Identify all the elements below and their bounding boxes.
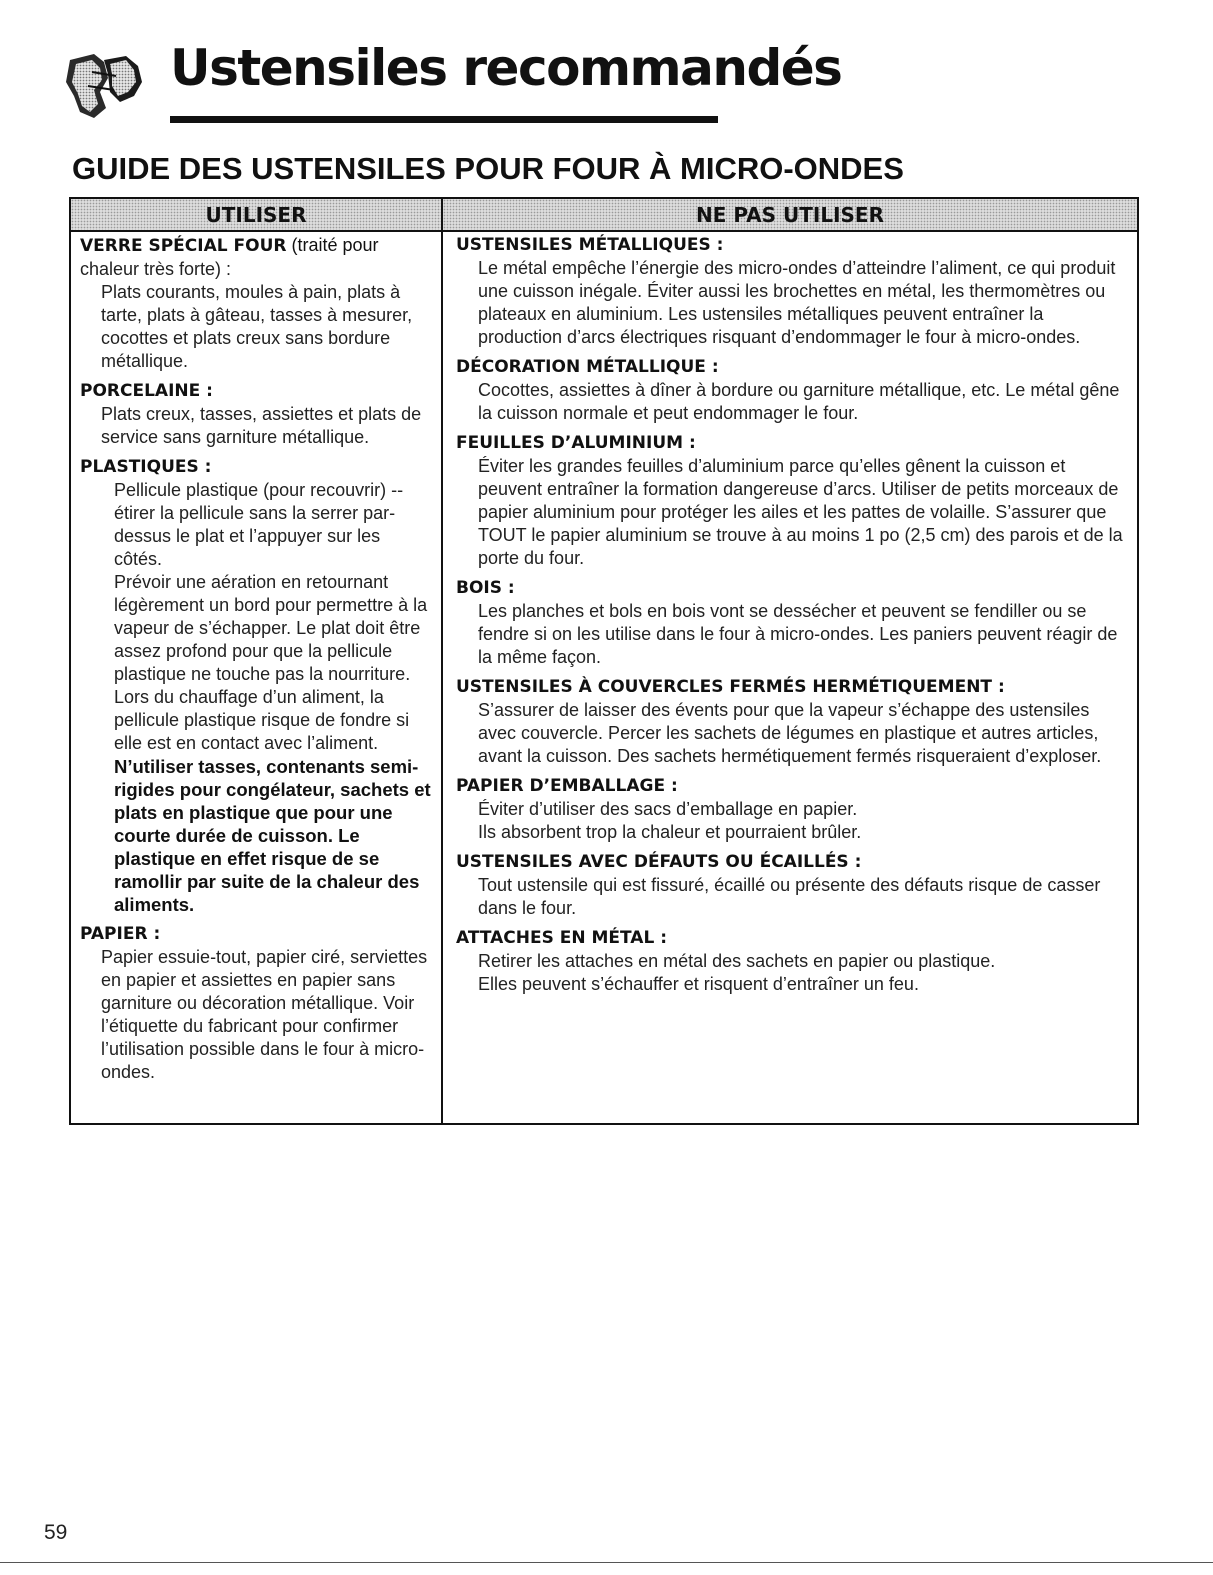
- item-text: Ils absorbent trop la chaleur et pourraient brûler.: [478, 822, 862, 842]
- item-title: BOIS :: [456, 578, 515, 598]
- item-title: FEUILLES D’ALUMINIUM :: [456, 433, 696, 453]
- item-title: PORCELAINE :: [80, 381, 213, 401]
- use-column: [71, 199, 443, 1123]
- item-title: VERRE SPÉCIAL FOUR (traité pour: [80, 235, 379, 256]
- item-title: USTENSILES À COUVERCLES FERMÉS HERMÉTIQUEMENT :: [456, 677, 1005, 697]
- item-text: Éviter les grandes feuilles d’aluminium parce qu’elles gênent la cuisson et peuvent entraîner la formation dangereuse d’arcs. Utiliser de petits morceaux de papier aluminium pour protéger les ailes et les pattes de volaille. S’assurer que TOUT le papier aluminium se trouve à au moins 1 po (2,5 cm) des parois et de la porte du four.: [478, 456, 1123, 568]
- item-text: S’assurer de laisser des évents pour que la vapeur s’échappe des ustensiles avec couvercle. Percer les sachets de légumes en plastique et autres articles, avant la cuisson. Des sachets hermétiquement fermés risqueraient d’exploser.: [478, 700, 1102, 766]
- item-glass: [80, 234, 433, 373]
- section-heading: GUIDE DES USTENSILES POUR FOUR À MICRO-ONDES: [72, 151, 904, 186]
- item-text: Papier essuie-tout, papier ciré, serviettes en papier et assiettes en papier sans garniture ou décoration métallique. Voir l’étiquette du fabricant pour confirmer l’utilisation possible dans le four à micro-ondes.: [101, 947, 428, 1082]
- item-metal-decoration: [456, 356, 1129, 425]
- item-wood: [456, 577, 1129, 669]
- item-metal-utensils: [456, 234, 1129, 349]
- title-underline: [170, 116, 718, 123]
- item-text: Éviter d’utiliser des sacs d’emballage en papier.: [478, 799, 858, 819]
- item-title: PAPIER :: [80, 924, 161, 944]
- item-text: Pellicule plastique (pour recouvrir) -- étirer la pellicule sans la serrer par-dessus le plat et l’appuyer sur les côtés.: [114, 480, 404, 569]
- kitchen-mitt-icon: [64, 52, 146, 120]
- item-metal-ties: [456, 927, 1129, 996]
- item-sealed-lids: [456, 676, 1129, 768]
- item-text: Tout ustensile qui est fissuré, écaillé ou présente des défauts risque de casser dans le four.: [478, 875, 1101, 918]
- utensil-guide-table: [69, 197, 1139, 1125]
- item-text: Prévoir une aération en retournant légèrement un bord pour permettre à la vapeur de s’échapper. Le plat doit être assez profond pour que la pellicule plastique ne touche pas la nourriture.: [114, 572, 428, 684]
- item-plastics: [80, 456, 433, 916]
- do-not-use-column-header: NE PAS UTILISER: [443, 199, 1137, 232]
- item-text: Elles peuvent s’échauffer et risquent d’entraîner un feu.: [478, 974, 919, 994]
- item-title: PAPIER D’EMBALLAGE :: [456, 776, 678, 796]
- item-text: Plats creux, tasses, assiettes et plats de service sans garniture métallique.: [101, 404, 422, 447]
- bottom-divider: [0, 1562, 1213, 1563]
- page-number: 59: [44, 1521, 68, 1544]
- item-text: Plats courants, moules à pain, plats à tarte, plats à gâteau, tasses à mesurer, cocottes et plats creux sans bordure métallique.: [101, 282, 413, 371]
- item-title: USTENSILES MÉTALLIQUES :: [456, 235, 724, 255]
- item-title: DÉCORATION MÉTALLIQUE :: [456, 357, 719, 377]
- item-text: Retirer les attaches en métal des sachets en papier ou plastique.: [478, 951, 996, 971]
- item-wrapping-paper: [456, 775, 1129, 844]
- item-title: USTENSILES AVEC DÉFAUTS OU ÉCAILLÉS :: [456, 852, 862, 872]
- do-not-use-column: [443, 199, 1137, 1123]
- use-column-header: UTILISER: [71, 199, 441, 232]
- item-text: Cocottes, assiettes à dîner à bordure ou garniture métallique, etc. Le métal gêne la cuisson normale et peut endommager le four.: [478, 380, 1120, 423]
- item-paper: [80, 923, 433, 1084]
- item-text: Les planches et bols en bois vont se dessécher et peuvent se fendiller ou se fendre si on les utilise dans le four à micro-ondes. Les paniers peuvent réagir de la même façon.: [478, 601, 1118, 667]
- item-title: ATTACHES EN MÉTAL :: [456, 928, 668, 948]
- plastics-warning: N’utiliser tasses, contenants semi-rigides pour congélateur, sachets et plats en plastique que pour une courte durée de cuisson. Le plastique en effet risque de se ramollir par suite de la chaleur des aliments.: [114, 756, 431, 915]
- item-aluminum-foil: [456, 432, 1129, 570]
- item-text: Lors du chauffage d’un aliment, la pellicule plastique risque de fondre si elle est en contact avec l’aliment.: [114, 687, 410, 753]
- page-title: Ustensiles recommandés: [170, 39, 842, 97]
- item-title: PLASTIQUES :: [80, 457, 212, 477]
- item-porcelain: [80, 380, 433, 449]
- item-subtitle: chaleur très forte) :: [80, 259, 232, 279]
- item-chipped: [456, 851, 1129, 920]
- item-text: Le métal empêche l’énergie des micro-ondes d’atteindre l’aliment, ce qui produit une cuisson inégale. Éviter aussi les brochettes en métal, les thermomètres ou plateaux en aluminium. Les ustensiles métalliques peuvent entraîner la production d’arcs électriques risquant d’endommager le four à micro-ondes.: [478, 258, 1116, 347]
